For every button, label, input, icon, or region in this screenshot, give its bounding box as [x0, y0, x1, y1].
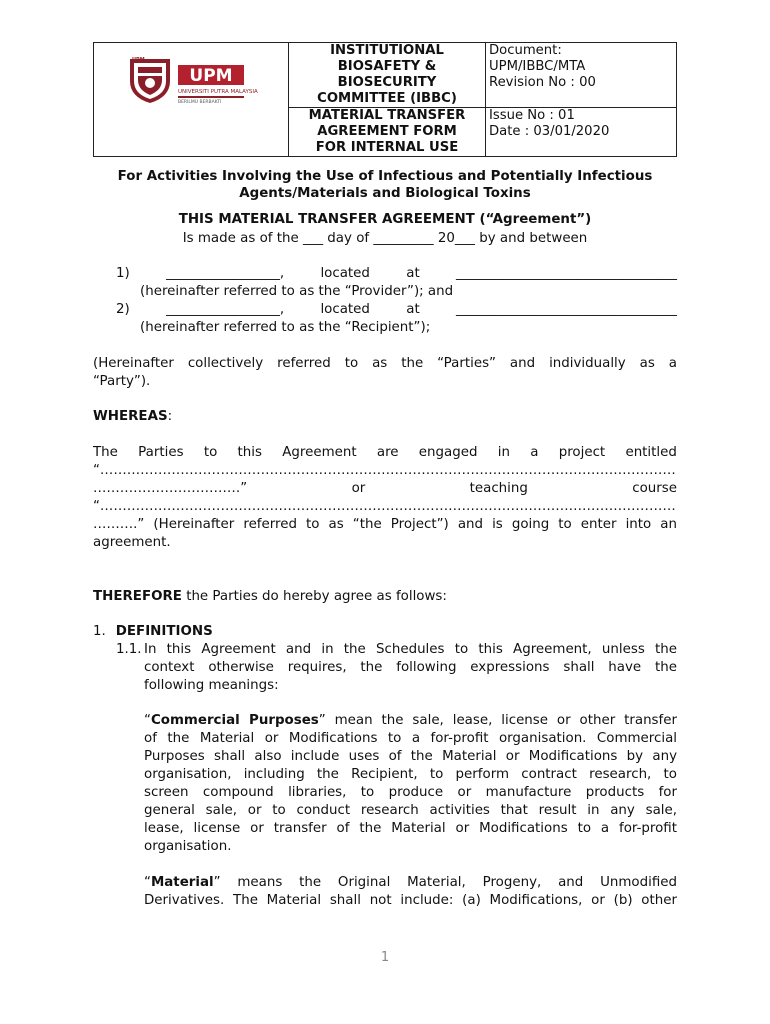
collective-paragraph: (Hereinafter collectively referred to as the “Parties” and individually as a “Party”).: [93, 356, 677, 389]
definitions-1-1-cont: context otherwise requires, the following expressions shall have the following meanings:: [144, 660, 677, 693]
form-title-line: FOR INTERNAL USE: [315, 140, 459, 155]
party-2-name-blank: _________________,: [166, 302, 285, 317]
party-1-name-blank: _________________,: [166, 266, 285, 281]
page-number: 1: [380, 950, 390, 965]
committee-title-line: BIOSECURITY: [337, 75, 437, 90]
form-title-cell: [289, 108, 486, 157]
party-2: 2) _________________, located at _________________________________ (hereinafter referred to as the “Recipient”);: [116, 302, 677, 335]
logo-cell: [94, 43, 289, 157]
issue-date: Date : 03/01/2020: [489, 124, 610, 139]
whereas-line-3: ……………………………” or teaching course: [93, 481, 677, 496]
issue-number: Issue No : 01: [489, 108, 575, 123]
logo-text: UPM: [189, 66, 233, 86]
agreement-title: THIS MATERIAL TRANSFER AGREEMENT (“Agreement”): [178, 212, 592, 227]
document-info-cell: [486, 43, 677, 108]
definitions-heading: 1. DEFINITIONS: [93, 624, 213, 639]
activity-heading: For Activities Involving the Use of Infectious and Potentially Infectious Agents/Materials and Biological Toxins: [117, 169, 653, 201]
whereas-paragraph: The Parties to this Agreement are engaged in a project entitled “………………………………………………………………………………………………………………… ……………………………” or teaching course “………………………………………………………………………………………………………………… ……….” (Hereinafter referred to as “the Project”) and is going to enter into an agreement.: [93, 445, 677, 550]
whereas-heading: WHEREAS:: [93, 409, 173, 424]
whereas-line-1: The Parties to this Agreement are engaged in a project entitled: [93, 445, 677, 460]
party-2-address-blank: _________________________________: [456, 302, 677, 317]
revision-number: Revision No : 00: [489, 75, 596, 90]
material-definition: “Material” means the Original Material, Progeny, and Unmodified Derivatives. The Material shall not include: (a) Modifications, or (b) other: [144, 875, 677, 908]
document-header-table: [93, 42, 677, 157]
logo-tagline: BERILMU BERBAKTI: [178, 100, 222, 105]
committee-title-line: BIOSAFETY &: [337, 59, 437, 74]
definitions-1-1: 1.1. In this Agreement and in the Schedules to this Agreement, unless the: [116, 642, 677, 657]
committee-title-cell: [289, 43, 486, 108]
svg-text:UPM: UPM: [132, 57, 145, 63]
issue-info-cell: [486, 108, 677, 157]
project-title-blank: “…………………………………………………………………………………………………………………: [93, 463, 676, 478]
document-label: Document:: [489, 43, 562, 58]
committee-title-line: INSTITUTIONAL: [330, 43, 444, 58]
therefore-line: THEREFORE the Parties do hereby agree as follows:: [93, 589, 447, 604]
party-1-address-blank: _________________________________: [456, 266, 677, 281]
party-1: 1) _________________, located at _________________________________ (hereinafter referred to as the “Provider”); and: [116, 266, 677, 299]
party-2-note: (hereinafter referred to as the “Recipient”);: [140, 320, 431, 335]
form-title-line: MATERIAL TRANSFER: [308, 108, 466, 123]
form-title-line: AGREEMENT FORM: [317, 124, 457, 139]
course-title-blank: “…………………………………………………………………………………………………………………: [93, 499, 676, 514]
logo-subtitle: UNIVERSITI PUTRA MALAYSIA: [178, 89, 258, 95]
committee-title-line: COMMITTEE (IBBC): [317, 91, 457, 106]
party-2-number: 2): [116, 302, 130, 317]
party-1-number: 1): [116, 266, 130, 281]
commercial-purposes-definition: “Commercial Purposes” mean the sale, lease, license or other transfer of the Material or Modifications to a for-profit organisation. Commercial Purposes shall also include uses of the Material or Modifications by any organisation, including the Recipient, to perform contract research, to screen compound libraries, to produce or manufacture products for general sale, or to conduct research activities that result in any sale, lease, license or transfer of the Material or Modifications to a for-profit organisation.: [144, 713, 677, 854]
document-code: UPM/IBBC/MTA: [489, 59, 586, 74]
upm-logo: [128, 55, 258, 105]
made-as-of-line: Is made as of the ___ day of _________ 20___ by and between: [182, 231, 588, 246]
party-1-note: (hereinafter referred to as the “Provider”); and: [140, 284, 454, 299]
